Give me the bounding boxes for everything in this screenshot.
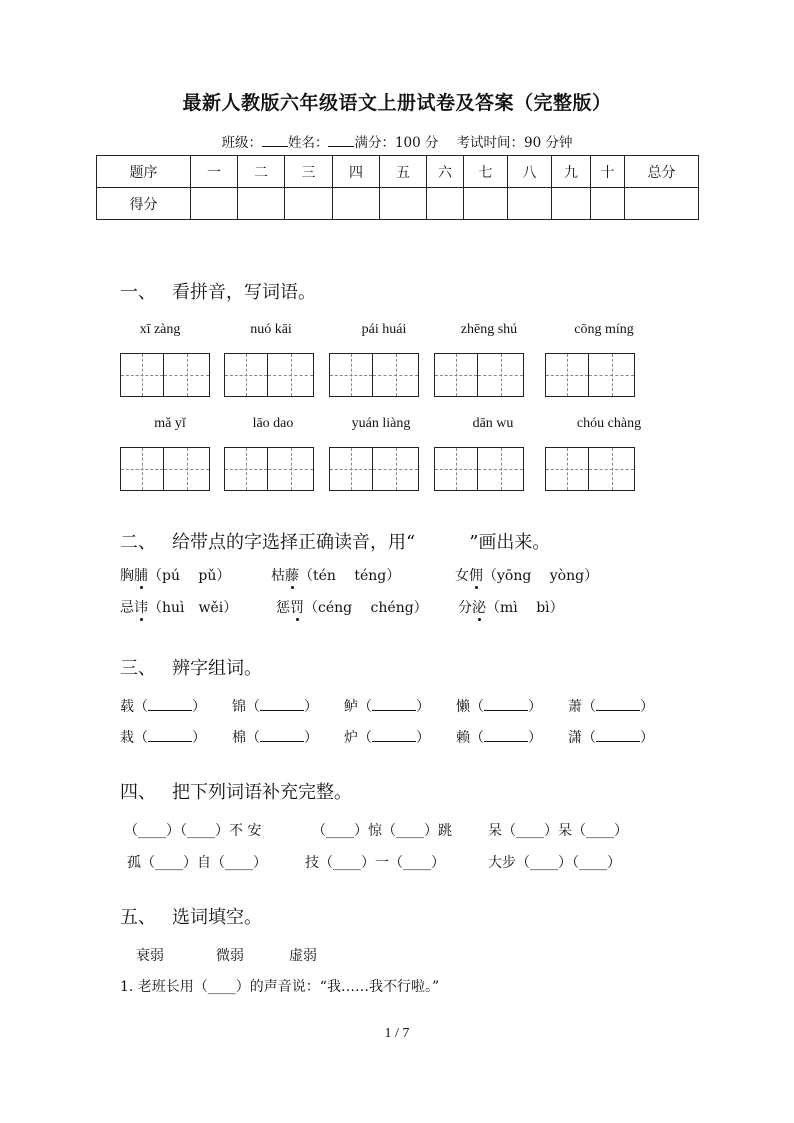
- writing-grid[interactable]: [329, 353, 419, 397]
- section-1-heading: 一、 看拼音，写词语。: [120, 282, 316, 303]
- header-cell: 七: [464, 156, 508, 188]
- pronunciation-item[interactable]: 枯藤（tén téng）: [271, 565, 400, 585]
- char-group-item[interactable]: 潇（ ）: [568, 730, 654, 746]
- char-group-item[interactable]: 赖（ ）: [456, 730, 542, 746]
- char-group-item[interactable]: 懒（ ）: [456, 699, 542, 715]
- header-cell: 五: [380, 156, 427, 188]
- char-group-item[interactable]: 锦（ ）: [232, 699, 318, 715]
- writing-grid[interactable]: [224, 447, 314, 491]
- pronunciation-item[interactable]: 胸脯（pú pǔ）: [120, 565, 230, 585]
- header-cell: 一: [191, 156, 238, 188]
- pinyin-label: pái huái: [361, 322, 407, 337]
- writing-grid[interactable]: [434, 447, 524, 491]
- score-table: [96, 155, 699, 220]
- writing-grid[interactable]: [120, 353, 210, 397]
- exam-time: 考试时间：90 分钟: [456, 135, 573, 151]
- header-cell: 题序: [97, 156, 191, 188]
- header-cell: 六: [427, 156, 464, 188]
- pinyin-label: yuán liàng: [351, 416, 411, 431]
- score-table-header: [97, 156, 699, 188]
- pinyin-label: lāo dao: [252, 416, 294, 431]
- score-cell[interactable]: [552, 188, 591, 220]
- idiom-item[interactable]: 呆（____）呆（____）: [488, 823, 628, 839]
- pinyin-label: nuó kāi: [250, 322, 292, 337]
- exam-meta: [0, 131, 794, 151]
- class-blank: [262, 134, 288, 147]
- section-5-heading: 五、 选词填空。: [120, 907, 262, 928]
- full-score: 满分：100 分: [354, 135, 439, 151]
- header-cell: 四: [333, 156, 380, 188]
- idiom-item[interactable]: 大步（____）（____）: [488, 855, 621, 871]
- pronunciation-item[interactable]: 女佣（yōng yòng）: [455, 565, 598, 585]
- writing-grid[interactable]: [329, 447, 419, 491]
- header-cell: 八: [508, 156, 552, 188]
- pinyin-label: dān wu: [472, 416, 514, 431]
- pinyin-label: mǎ yǐ: [154, 416, 186, 431]
- score-cell[interactable]: [285, 188, 333, 220]
- header-cell: 三: [285, 156, 333, 188]
- idiom-item[interactable]: 孤（____）自（____）: [127, 855, 267, 871]
- score-cell[interactable]: [625, 188, 699, 220]
- pronunciation-item[interactable]: 忌讳（huì wěi）: [120, 597, 237, 617]
- idiom-item[interactable]: （____）（____）不 安: [124, 823, 262, 839]
- score-cell[interactable]: [508, 188, 552, 220]
- score-row-label: 得分: [97, 188, 191, 220]
- writing-grid[interactable]: [120, 447, 210, 491]
- score-cell[interactable]: [380, 188, 427, 220]
- pinyin-label: chóu chàng: [576, 416, 642, 431]
- pinyin-label: xī zàng: [139, 322, 181, 337]
- char-group-item[interactable]: 栽（ ）: [120, 730, 206, 746]
- pronunciation-item[interactable]: 分泌（mì bì）: [458, 597, 564, 617]
- header-cell: 二: [238, 156, 285, 188]
- section-4-heading: 四、 把下列词语补充完整。: [120, 782, 352, 803]
- score-cell[interactable]: [238, 188, 285, 220]
- word-choice-question[interactable]: 1. 老班长用（____）的声音说：“我……我不行啦。”: [120, 979, 440, 995]
- char-group-item[interactable]: 炉（ ）: [344, 730, 430, 746]
- writing-grid[interactable]: [224, 353, 314, 397]
- writing-grid[interactable]: [545, 447, 635, 491]
- writing-grid[interactable]: [545, 353, 635, 397]
- char-group-item[interactable]: 萧（ ）: [568, 699, 654, 715]
- word-option: 衰弱: [136, 948, 164, 964]
- section-3-heading: 三、 辨字组词。: [120, 658, 262, 679]
- idiom-item[interactable]: （____）惊（____）跳: [312, 823, 452, 839]
- idiom-item[interactable]: 技（____）一（____）: [305, 855, 445, 871]
- score-cell[interactable]: [591, 188, 625, 220]
- pinyin-label: zhēng shú: [460, 322, 518, 337]
- char-group-item[interactable]: 鲈（ ）: [344, 699, 430, 715]
- writing-grid[interactable]: [434, 353, 524, 397]
- name-blank: [328, 134, 354, 147]
- char-group-item[interactable]: 棉（ ）: [232, 730, 318, 746]
- page-title: 最新人教版六年级语文上册试卷及答案（完整版）: [182, 92, 612, 114]
- word-option: 微弱: [216, 948, 244, 964]
- pinyin-label: cōng míng: [574, 322, 634, 337]
- header-cell: 九: [552, 156, 591, 188]
- char-group-item[interactable]: 载（ ）: [120, 699, 206, 715]
- score-cell[interactable]: [191, 188, 238, 220]
- pronunciation-item[interactable]: 惩罚（céng chéng）: [276, 597, 428, 617]
- header-cell: 总分: [625, 156, 699, 188]
- name-label: 姓名：: [287, 135, 329, 151]
- class-label: 班级：: [221, 135, 262, 151]
- score-cell[interactable]: [333, 188, 380, 220]
- header-cell: 十: [591, 156, 625, 188]
- page-number: 1 / 7: [384, 1026, 410, 1041]
- score-table-row: [97, 188, 699, 220]
- score-cell[interactable]: [464, 188, 508, 220]
- section-2-heading: 二、 给带点的字选择正确读音，用“ ”画出来。: [120, 532, 551, 553]
- word-option: 虚弱: [289, 948, 317, 964]
- score-cell[interactable]: [427, 188, 464, 220]
